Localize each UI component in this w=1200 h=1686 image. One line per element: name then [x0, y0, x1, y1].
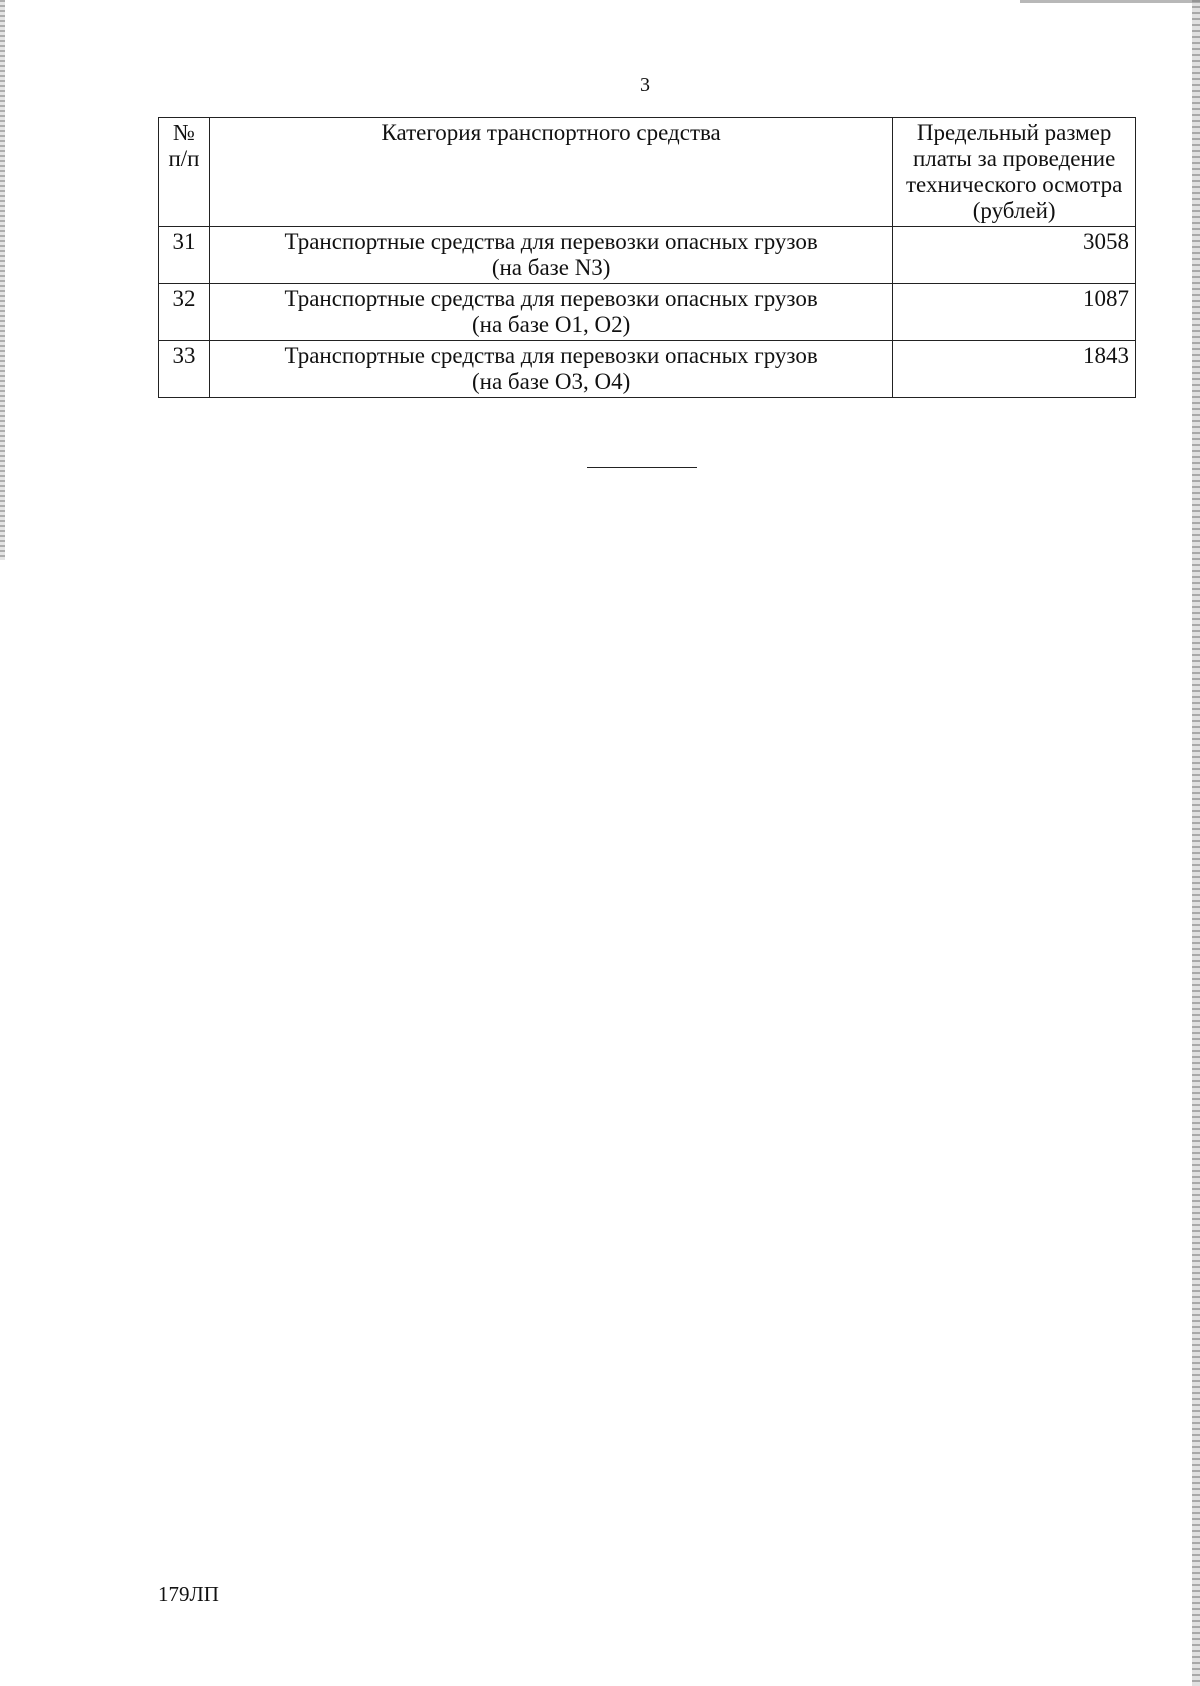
scan-edge-top: [1020, 0, 1200, 3]
row-fee: 3058: [893, 227, 1136, 284]
row-num: 33: [159, 341, 210, 398]
row-num: 31: [159, 227, 210, 284]
row-category-line1: Транспортные средства для перевозки опасных грузов: [284, 343, 818, 368]
header-category: Категория транспортного средства: [209, 118, 892, 227]
row-category: [209, 227, 892, 284]
fee-table: [158, 117, 1136, 398]
table-header-row: [159, 118, 1136, 227]
row-fee: 1087: [893, 284, 1136, 341]
row-category: [209, 284, 892, 341]
document-code: 179ЛП: [158, 1582, 219, 1606]
page-number: 3: [640, 74, 650, 96]
row-category-line2: (на базе O3, O4): [472, 369, 631, 394]
header-num-label: № п/п: [168, 120, 200, 171]
row-category-line1: Транспортные средства для перевозки опасных грузов: [284, 229, 818, 254]
table-row: [159, 227, 1136, 284]
scan-edge-right: [1192, 0, 1200, 1686]
row-category-line2: (на базе N3): [491, 255, 611, 280]
end-divider: [587, 467, 697, 468]
table-row: [159, 284, 1136, 341]
row-category-line1: Транспортные средства для перевозки опасных грузов: [284, 286, 818, 311]
header-fee: Предельный размер платы за проведение технического осмотра (рублей): [893, 118, 1136, 227]
row-num: 32: [159, 284, 210, 341]
row-fee: 1843: [893, 341, 1136, 398]
row-category: [209, 341, 892, 398]
row-category-line2: (на базе O1, O2): [472, 312, 631, 337]
header-num: [159, 118, 210, 227]
table-row: [159, 341, 1136, 398]
